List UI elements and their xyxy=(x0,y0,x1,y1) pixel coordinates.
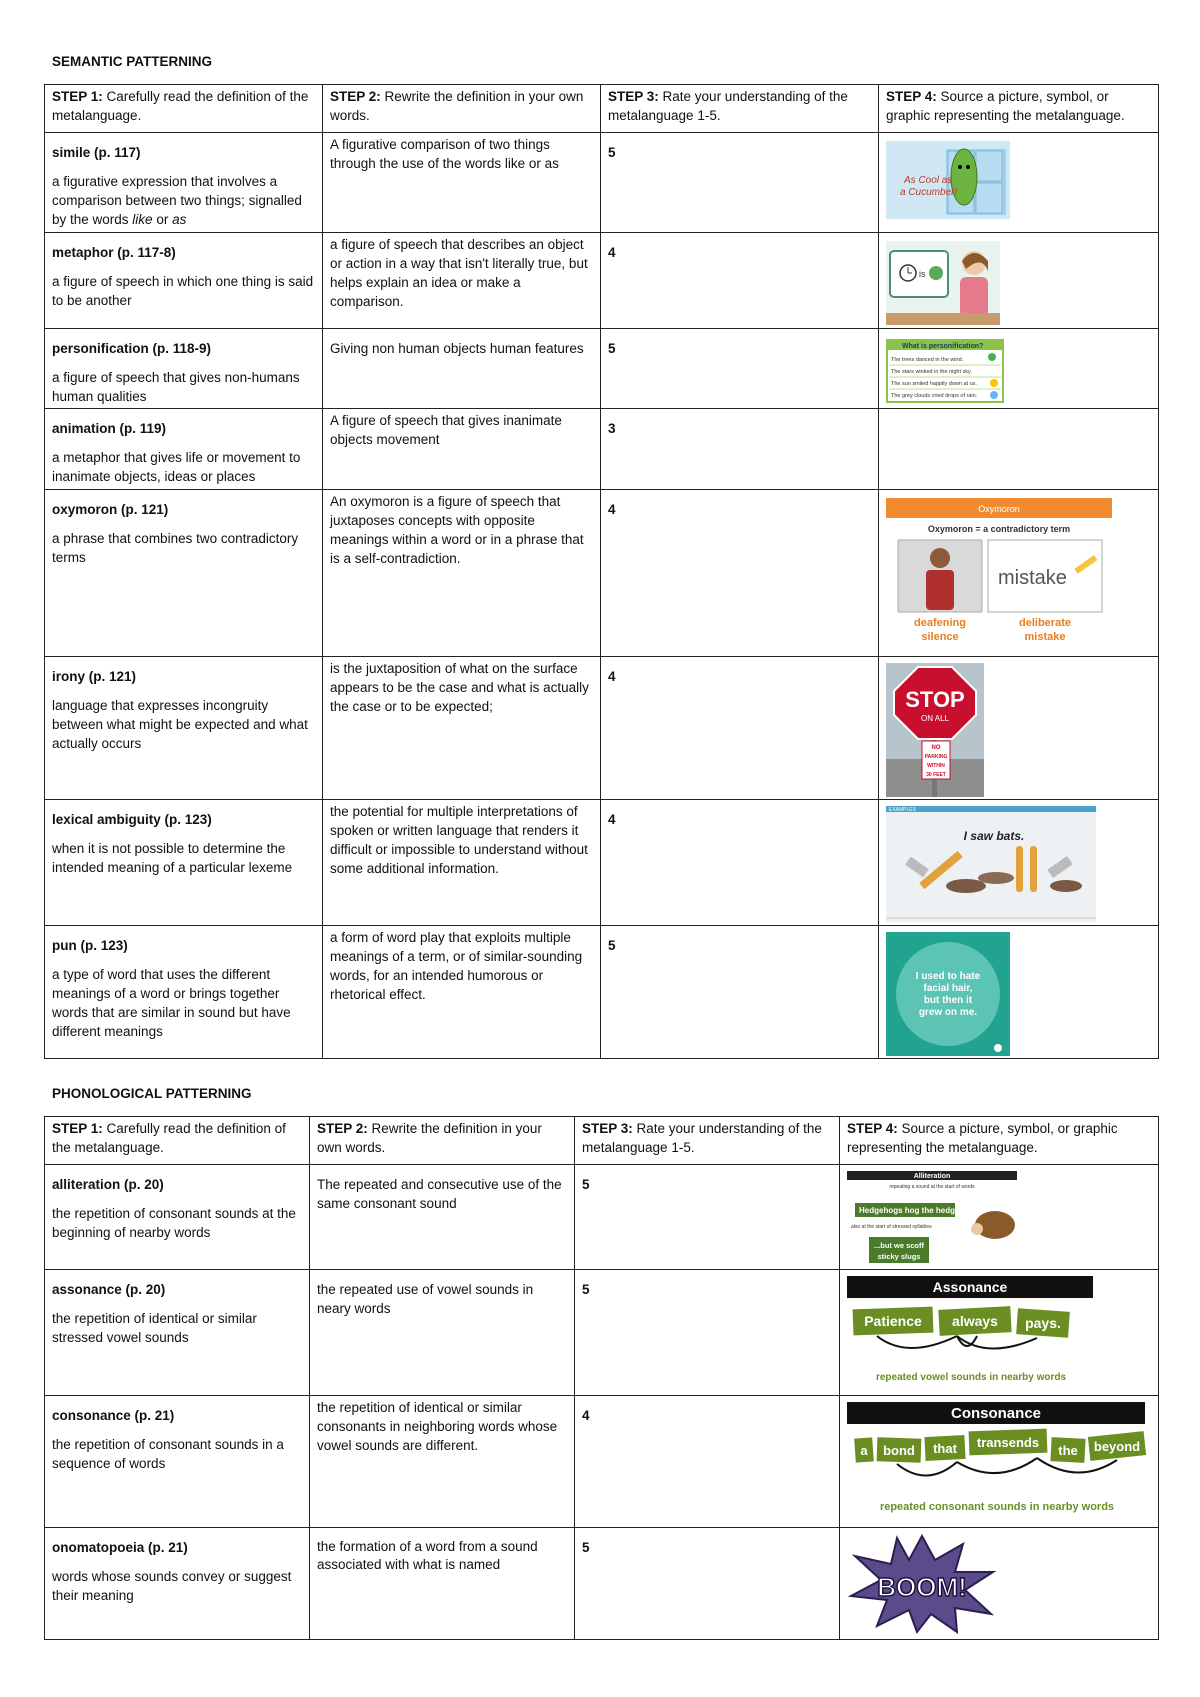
own-words-cell: the formation of a word from a sound associated with what is named xyxy=(310,1528,575,1640)
pun-image xyxy=(886,932,1010,1056)
rating-cell: 4 xyxy=(575,1396,840,1528)
header-step4: STEP 4: Source a picture, symbol, or graphic representing the metalanguage. xyxy=(879,85,1159,133)
svg-text:The trees danced in the wind.: The trees danced in the wind. xyxy=(891,356,964,363)
rating-cell: 4 xyxy=(601,799,879,925)
svg-text:NO: NO xyxy=(931,744,941,751)
image-cell xyxy=(840,1165,1159,1270)
own-words-cell: the potential for multiple interpretations of spoken or written language that renders it difficult or impossible to understand without some additional information. xyxy=(323,799,601,925)
own-words-cell: The repeated and consecutive use of the same consonant sound xyxy=(310,1165,575,1270)
rating-cell: 4 xyxy=(601,656,879,799)
term-cell: oxymoron (p. 121) a phrase that combines two contradictory terms xyxy=(45,489,323,656)
definition: a figurative expression that involves a comparison between two things; signalled by the words like or as xyxy=(52,174,302,228)
own-words-cell: A figure of speech that gives inanimate objects movement xyxy=(323,409,601,489)
table-header-row xyxy=(45,85,1159,133)
svg-text:As Cool as: As Cool as xyxy=(904,175,953,186)
header-step3: STEP 3: Rate your understanding of the metalanguage 1-5. xyxy=(575,1117,840,1165)
own-words-cell: is the juxtaposition of what on the surface appears to be the case and what is actually the case or to be expected; xyxy=(323,656,601,799)
term-cell: metaphor (p. 117-8) a figure of speech in which one thing is said to be another xyxy=(45,232,323,328)
svg-text:a: a xyxy=(860,1443,868,1458)
table-row xyxy=(45,1270,1159,1396)
svg-text:repeated consonant sounds in n: repeated consonant sounds in nearby words xyxy=(879,1501,1115,1513)
assonance-image xyxy=(847,1276,1095,1388)
svg-text:beyond: beyond xyxy=(1093,1439,1141,1454)
rating-cell: 5 xyxy=(575,1270,840,1396)
rating-cell xyxy=(601,133,879,233)
svg-text:that: that xyxy=(933,1441,957,1456)
own-words-cell: a figure of speech that describes an object or action in a way that isn't literally true, but helps explain an idea or make a comparison. xyxy=(323,232,601,328)
rating: 5 xyxy=(608,145,616,160)
table-row xyxy=(45,232,1159,328)
svg-text:also at the start of stressed: also at the start of stressed syllables xyxy=(851,1224,932,1230)
svg-text:The sun smiled happily down at: The sun smiled happily down at us. xyxy=(891,380,977,387)
table-row xyxy=(45,1165,1159,1270)
own-words-cell: Giving non human objects human features xyxy=(323,328,601,408)
table-row xyxy=(45,799,1159,925)
image-cell xyxy=(879,409,1159,489)
table-header-row xyxy=(45,1117,1159,1165)
term-cell: irony (p. 121) language that expresses incongruity between what might be expected and what actually occurs xyxy=(45,656,323,799)
rating-cell: 5 xyxy=(601,328,879,408)
rating-cell: 5 xyxy=(575,1528,840,1640)
section-title-phonological: PHONOLOGICAL PATTERNING xyxy=(52,1086,252,1101)
header-step3: STEP 3: Rate your understanding of the metalanguage 1-5. xyxy=(601,85,879,133)
boom-image xyxy=(847,1534,997,1634)
image-cell xyxy=(840,1270,1159,1396)
term-cell: lexical ambiguity (p. 123) when it is not possible to determine the intended meaning of a particular lexeme xyxy=(45,799,323,925)
table-row xyxy=(45,1396,1159,1528)
image-cell xyxy=(840,1528,1159,1640)
oxymoron-image xyxy=(886,498,1112,654)
image-cell xyxy=(879,799,1159,925)
image-cell xyxy=(879,656,1159,799)
consonance-image xyxy=(847,1402,1147,1522)
image-cell xyxy=(879,232,1159,328)
section-title-semantic: SEMANTIC PATTERNING xyxy=(52,54,212,69)
svg-text:deliberate: deliberate xyxy=(1019,616,1071,629)
term-cell: animation (p. 119) a metaphor that gives life or movement to inanimate objects, ideas or places xyxy=(45,409,323,489)
svg-text:is: is xyxy=(919,268,926,279)
table-row xyxy=(45,925,1159,1058)
term-cell: consonance (p. 21) the repetition of consonant sounds in a sequence of words xyxy=(45,1396,310,1528)
svg-text:repeating a sound at the start: repeating a sound at the start of words xyxy=(889,1184,975,1190)
svg-text:Oxymoron = a contradictory ter: Oxymoron = a contradictory term xyxy=(927,523,1071,534)
term: simile (p. 117) xyxy=(52,145,141,160)
own-words-cell: the repetition of identical or similar consonants in neighboring words whose vowel sounds are different. xyxy=(310,1396,575,1528)
header-step2: STEP 2: Rewrite the definition in your own words. xyxy=(310,1117,575,1165)
table-row xyxy=(45,489,1159,656)
svg-text:I used to hate: I used to hate xyxy=(915,970,981,982)
own-words-cell: A figurative comparison of two things through the use of the words like or as xyxy=(323,133,601,233)
svg-text:the: the xyxy=(1058,1443,1078,1458)
table-row xyxy=(45,328,1159,408)
personification-image xyxy=(886,339,1004,403)
svg-text:30 FEET: 30 FEET xyxy=(926,771,946,778)
svg-text:What is personification?: What is personification? xyxy=(902,342,984,350)
svg-text:BOOM!: BOOM! xyxy=(877,1572,967,1602)
own-words-cell: the repeated use of vowel sounds in neary words xyxy=(310,1270,575,1396)
svg-text:deafening: deafening xyxy=(914,616,966,629)
svg-text:grew on me.: grew on me. xyxy=(918,1006,978,1018)
svg-text:silence: silence xyxy=(921,630,959,643)
svg-text:Assonance: Assonance xyxy=(932,1279,1008,1295)
rating-cell: 4 xyxy=(601,489,879,656)
svg-text:...but we scoff: ...but we scoff xyxy=(873,1241,925,1250)
rating-cell: 5 xyxy=(601,925,879,1058)
stop-sign-image xyxy=(886,663,984,797)
bats-image xyxy=(886,806,1096,922)
svg-text:a Cucumber!: a Cucumber! xyxy=(900,187,958,198)
term-cell: assonance (p. 20) the repetition of identical or similar stressed vowel sounds xyxy=(45,1270,310,1396)
svg-text:Oxymoron: Oxymoron xyxy=(978,503,1020,514)
svg-text:WITHIN: WITHIN xyxy=(927,762,945,769)
header-step1: STEP 1: Carefully read the definition of the metalanguage. xyxy=(45,85,323,133)
alliteration-image xyxy=(847,1171,1017,1267)
table-row xyxy=(45,656,1159,799)
cucumber-image xyxy=(886,141,1010,219)
svg-text:sticky slugs: sticky slugs xyxy=(877,1252,921,1261)
table-row xyxy=(45,133,1159,233)
rating-cell: 5 xyxy=(575,1165,840,1270)
image-cell xyxy=(879,133,1159,233)
own-words-cell: a form of word play that exploits multiple meanings of a term, or of similar-sounding words, for an intended humorous or rhetorical effect. xyxy=(323,925,601,1058)
svg-text:bond: bond xyxy=(883,1443,915,1458)
svg-text:Patience: Patience xyxy=(864,1313,922,1329)
metaphor-image xyxy=(886,241,1000,325)
svg-text:always: always xyxy=(952,1313,998,1329)
image-cell xyxy=(879,925,1159,1058)
svg-text:Alliteration: Alliteration xyxy=(913,1173,951,1180)
header-step1: STEP 1: Carefully read the definition of the metalanguage. xyxy=(45,1117,310,1165)
phonological-table xyxy=(44,1116,1159,1640)
header-step4: STEP 4: Source a picture, symbol, or graphic representing the metalanguage. xyxy=(840,1117,1159,1165)
svg-text:Consonance: Consonance xyxy=(950,1405,1042,1422)
svg-text:The stars winked in the night: The stars winked in the night sky. xyxy=(891,368,972,375)
svg-text:repeated vowel sounds in nearb: repeated vowel sounds in nearby words xyxy=(875,1372,1067,1383)
svg-text:The grey clouds cried drops of: The grey clouds cried drops of rain. xyxy=(891,392,978,399)
svg-text:but then it: but then it xyxy=(923,994,973,1006)
svg-text:Hedgehogs hog the hedge.: Hedgehogs hog the hedge. xyxy=(859,1206,962,1215)
term-cell: pun (p. 123) a type of word that uses the different meanings of a word or brings together words that are similar in sound but have different meanings xyxy=(45,925,323,1058)
svg-text:PARKING: PARKING xyxy=(924,753,948,760)
svg-text:pays.: pays. xyxy=(1025,1315,1061,1331)
svg-text:mistake: mistake xyxy=(1024,630,1066,643)
rating-cell: 4 xyxy=(601,232,879,328)
image-cell xyxy=(840,1396,1159,1528)
header-step2: STEP 2: Rewrite the definition in your own words. xyxy=(323,85,601,133)
table-row xyxy=(45,409,1159,489)
term-cell xyxy=(45,133,323,233)
svg-text:transends: transends xyxy=(976,1435,1040,1450)
table-row xyxy=(45,1528,1159,1640)
image-cell xyxy=(879,489,1159,656)
svg-text:EXAMPLES: EXAMPLES xyxy=(889,806,916,813)
term-cell: onomatopoeia (p. 21) words whose sounds convey or suggest their meaning xyxy=(45,1528,310,1640)
semantic-table xyxy=(44,84,1159,1059)
svg-text:I saw bats.: I saw bats. xyxy=(963,828,1025,843)
term-cell: alliteration (p. 20) the repetition of consonant sounds at the beginning of nearby words xyxy=(45,1165,310,1270)
svg-text:mistake: mistake xyxy=(998,566,1067,589)
svg-text:facial hair,: facial hair, xyxy=(923,982,973,994)
image-cell xyxy=(879,328,1159,408)
svg-text:STOP: STOP xyxy=(905,686,965,712)
term-cell: personification (p. 118-9) a figure of speech that gives non-humans human qualities xyxy=(45,328,323,408)
rating-cell: 3 xyxy=(601,409,879,489)
svg-text:ON ALL: ON ALL xyxy=(920,713,950,723)
own-words-cell: An oxymoron is a figure of speech that juxtaposes concepts with opposite meanings within a word or in a phrase that is a self-contradiction. xyxy=(323,489,601,656)
